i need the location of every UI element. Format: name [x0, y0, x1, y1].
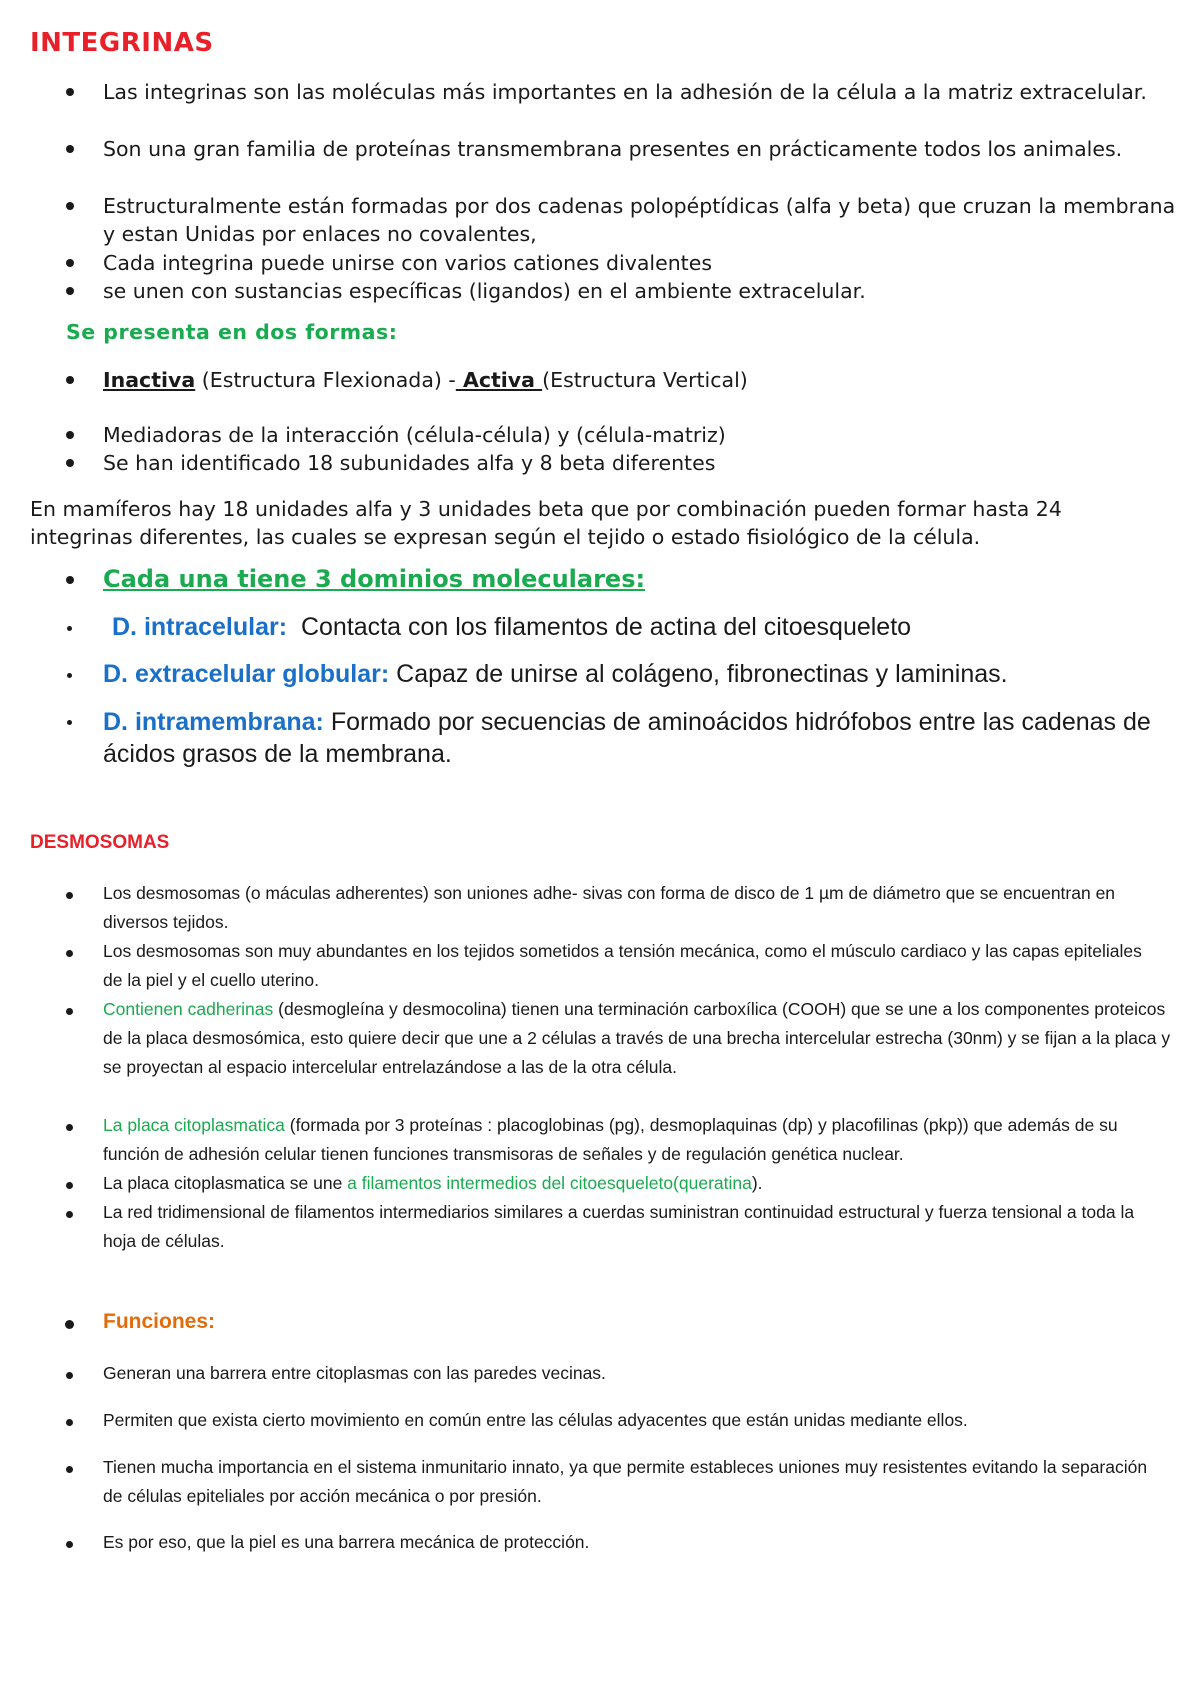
integrinas-bullet-1: Las integrinas son las moléculas más importantes en la adhesión de la célula a la matriz extracelular. — [103, 80, 1147, 104]
domains-heading: Cada una tiene 3 dominios moleculares: — [103, 565, 646, 593]
bullet-icon — [66, 950, 73, 957]
forms-line — [103, 366, 748, 394]
domain-text: Formado por secuencias de aminoácidos hidrófobos entre las cadenas de ácidos grasos de la membrana. — [103, 708, 1151, 768]
bullet-icon — [67, 720, 72, 725]
integrinas-bullet-5: se unen con sustancias específicas (ligandos) en el ambiente extracelular. — [103, 279, 866, 303]
domain-text: Capaz de unirse al colágeno, fibronectinas y lamininas. — [396, 660, 1008, 688]
cadherinas-highlight: Contienen cadherinas — [103, 999, 274, 1019]
function-item-2: Permiten que exista cierto movimiento en común entre las células adyacentes que están unidas mediante ellos. — [103, 1410, 968, 1430]
bullet-icon — [66, 1182, 73, 1189]
bullet-icon — [66, 1008, 73, 1015]
active-desc: (Estructura Vertical) — [542, 368, 748, 392]
bullet-text: (desmogleína y desmocolina) tienen una terminación carboxílica (COOH) que se une a los componentes proteicos de la placa desmosómica, esto quiere decir que une a 2 células a través de una brecha intercelular estrecha (30nm) y se fijan a la placa y se proyectan al espacio intercelular entrelazándose a las de la otra célula. — [103, 999, 1171, 1077]
domain-label: D. extracelular globular: — [103, 660, 390, 688]
bullet-icon — [66, 376, 74, 384]
bullet-icon — [66, 892, 73, 899]
inactive-desc: (Estructura Flexionada) - — [195, 368, 456, 392]
bullet-icon — [67, 673, 72, 678]
integrinas-bullet-2: Son una gran familia de proteínas transmembrana presentes en prácticamente todos los animales. — [103, 137, 1123, 161]
domain-label: D. intracelular: — [112, 613, 288, 641]
bullet-icon — [66, 576, 74, 584]
functions-heading: Funciones: — [103, 1310, 216, 1333]
integrinas-bullet-4: Cada integrina puede unirse con varios cationes divalentes — [103, 251, 713, 275]
bullet-icon — [66, 1419, 73, 1426]
desmosomas-bullet-6: La red tridimensional de filamentos intermediarios similares a cuerdas suministran continuidad estructural y fuerza tensional a toda la hoja de células. — [103, 1202, 1135, 1251]
forms-heading: Se presenta en dos formas: — [66, 320, 398, 344]
function-item-1: Generan una barrera entre citoplasmas con las paredes vecinas. — [103, 1363, 606, 1383]
domain-item-3 — [103, 706, 1173, 770]
bullet-icon — [66, 431, 74, 439]
integrinas-title: INTEGRINAS — [30, 28, 214, 58]
integrinas-bullet-3: Estructuralmente están formadas por dos cadenas polopéptídicas (alfa y beta) que cruzan la membrana y estan Unidas por enlaces no covalentes, — [103, 194, 1176, 246]
desmosomas-bullet-5 — [103, 1169, 1163, 1198]
active-label: Activa — [455, 368, 543, 392]
desmosomas-bullet-1: Los desmosomas (o máculas adherentes) son uniones adhe- sivas con forma de disco de 1 µm de diámetro que se encuentran en diversos tejidos. — [103, 883, 1116, 932]
bullet-icon — [66, 1124, 73, 1131]
bullet-icon — [66, 287, 74, 295]
domain-label: D. intramembrana: — [103, 708, 324, 736]
bullet-icon — [66, 259, 74, 267]
function-item-3: Tienen mucha importancia en el sistema inmunitario innato, ya que permite estableces uniones muy resistentes evitando la separación de células epiteliales por acción mecánica o por presión. — [103, 1457, 1148, 1506]
domain-item-2 — [103, 659, 1008, 690]
bullet-text: (formada por 3 proteínas : placoglobinas (pg), desmoplaquinas (dp) y placofilinas (pkp)) que además de su función de adhesión celular tienen funciones transmisoras de señales y de regulación genética nuclear. — [103, 1115, 1118, 1164]
bullet-icon — [65, 1320, 74, 1329]
integrinas-bullet-6: Mediadoras de la interacción (célula-célula) y (célula-matriz) — [103, 423, 726, 447]
bullet-icon — [67, 626, 72, 631]
domain-text: Contacta con los filamentos de actina del citoesqueleto — [300, 613, 912, 641]
desmosomas-bullet-3 — [103, 995, 1173, 1082]
filamentos-highlight: a filamentos intermedios del citoesqueleto(queratina — [347, 1173, 752, 1193]
bullet-text: La placa citoplasmatica se une — [103, 1173, 348, 1193]
bullet-icon — [66, 1372, 73, 1379]
placa-highlight: La placa citoplasmatica — [103, 1115, 285, 1135]
desmosomas-bullet-4 — [103, 1111, 1173, 1169]
bullet-icon — [66, 1466, 73, 1473]
bullet-text: ). — [751, 1173, 763, 1193]
bullet-icon — [66, 459, 74, 467]
integrinas-paragraph: En mamíferos hay 18 unidades alfa y 3 unidades beta que por combinación pueden formar hasta 24 integrinas diferentes, las cuales se expresan según el tejido o estado fisiológico de la célula. — [30, 497, 1062, 549]
function-item-4: Es por eso, que la piel es una barrera mecánica de protección. — [103, 1532, 590, 1552]
bullet-icon — [66, 1541, 73, 1548]
desmosomas-title: DESMOSOMAS — [30, 832, 170, 853]
integrinas-bullet-7: Se han identificado 18 subunidades alfa y 8 beta diferentes — [103, 451, 716, 475]
domain-item-1 — [112, 612, 911, 643]
bullet-icon — [66, 202, 74, 210]
inactive-label: Inactiva — [103, 368, 196, 392]
bullet-icon — [66, 88, 74, 96]
desmosomas-bullet-2: Los desmosomas son muy abundantes en los tejidos sometidos a tensión mecánica, como el músculo cardiaco y las capas epiteliales de la piel y el cuello uterino. — [103, 941, 1142, 990]
bullet-icon — [66, 145, 74, 153]
bullet-icon — [66, 1211, 73, 1218]
